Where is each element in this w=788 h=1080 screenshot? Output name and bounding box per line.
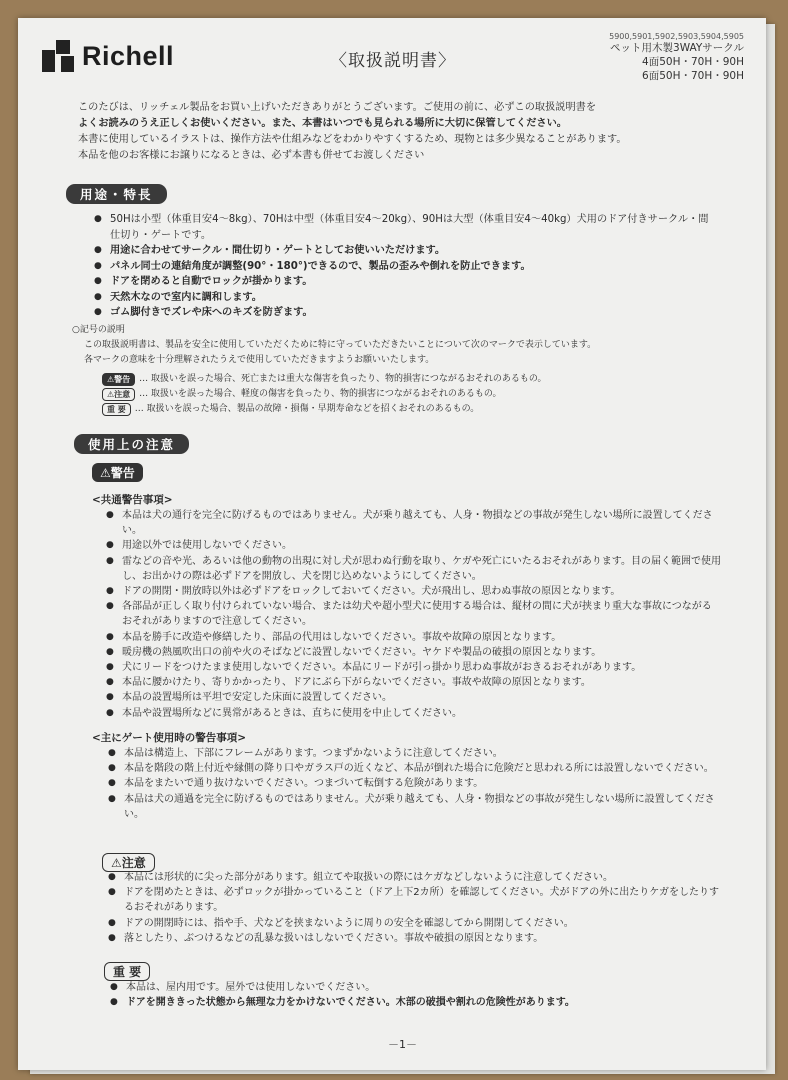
list-item: ● 本品や設置場所などに異常があるときは、直ちに使用を中止してください。 [106, 706, 721, 721]
list-item: ● ドアの開閉時には、指や手、犬などを挟まないように周りの安全を確認してから開閉してください。 [108, 916, 723, 931]
gate-warnings-list [108, 746, 723, 822]
mark-row-caution [102, 387, 712, 402]
page-number: －1－ [388, 1038, 417, 1051]
list-item: ● 各部品が正しく取り付けられていない場合、または幼犬や超小型犬に使用する場合は、縦材の間に犬が挟まり重大な事故につながるおそれがありますので注意してください。 [106, 599, 721, 629]
model-info [609, 32, 744, 83]
list-item: ● ドアを閉めると自動でロックが掛かります。 [94, 274, 714, 290]
common-warnings-title: <共通警告事項> [92, 494, 173, 506]
caution-tag: ⚠注意 [102, 388, 135, 401]
caution-list [108, 870, 723, 946]
intro-line: よくお読みのうえ正しくお使いください。また、本書はいつでも見られる場所に大切に保管してください。 [78, 118, 567, 129]
brand-name: Richell [82, 40, 175, 71]
warning-tag: ⚠警告 [102, 373, 135, 386]
list-item: ● ドアの開閉・開放時以外は必ずドアをロックしておいてください。犬が飛出し、思わぬ事故の原因となります。 [106, 584, 721, 599]
richell-logo-icon [42, 40, 74, 72]
usage-caution-heading: 使用上の注意 [74, 434, 189, 454]
model-line-1: 4面50H・70H・90H [642, 56, 744, 69]
common-warnings-list [106, 508, 721, 721]
important-tag: 重 要 [102, 403, 131, 416]
list-item: ● 本品は犬の通行を完全に防げるものではありません。犬が乗り越えても、人身・物損などの事故が発生しない場所に設置してください。 [106, 508, 721, 538]
features-heading: 用途・特長 [66, 184, 167, 204]
list-item: ● 本品には形状的に尖った部分があります。組立てや取扱いの際にはケガなどしないように注意してください。 [108, 870, 723, 885]
list-item: ● 雷などの音や光、あるいは他の動物の出現に対し犬が思わぬ行動を取り、ケガや死亡にいたるおそれがあります。目の届く範囲で使用し、お出かけの際は必ずドアを開放し、犬を閉じ込めないようにしてください。 [106, 554, 721, 584]
gate-warnings-title: <主にゲート使用時の警告事項> [92, 732, 247, 744]
list-item: ● 用途に合わせてサークル・間仕切り・ゲートとしてお使いいただけます。 [94, 243, 714, 259]
model-codes: 5900,5901,5902,5903,5904,5905 [609, 32, 744, 41]
mark-text: … 取扱いを誤った場合、製品の故障・損傷・早期寿命などを招くおそれのあるもの。 [134, 404, 480, 414]
list-item: ● ドアを閉めたときは、必ずロックが掛かっていること（ドア上下2カ所）を確認してください。犬がドアの外に出たりケガをしたりするおそれがあります。 [108, 885, 723, 915]
list-item: ● 落としたり、ぶつけるなどの乱暴な扱いはしないでください。事故や破損の原因となります。 [108, 931, 723, 946]
mark-row-warning [102, 372, 712, 387]
list-item: ● 50Hは小型（体重目安4～8kg）、70Hは中型（体重目安4～20kg）、90Hは大型（体重目安4～40kg）犬用のドア付きサークル・間仕切り・ゲートです。 [94, 212, 714, 243]
mark-text: … 取扱いを誤った場合、軽度の傷害を負ったり、物的損害につながるおそれのあるもの。 [139, 389, 502, 399]
intro-line: このたびは、リッチェル製品をお買い上げいただきありがとうございます。ご使用の前に、必ずこの取扱説明書を [78, 102, 597, 113]
features-list [94, 212, 714, 321]
marks-heading: ○記号の説明 [72, 325, 125, 335]
important-label: 重 要 [104, 961, 150, 981]
list-item: ● ドアを開ききった状態から無理な力をかけないでください。木部の破損や割れの危険性があります。 [110, 995, 725, 1010]
list-item: ● 本品は犬の通過を完全に防げるものではありません。犬が乗り越えても、人身・物損などの事故が発生しない場所に設置してください。 [108, 792, 723, 822]
document-title: 〈取扱説明書〉 [330, 51, 456, 71]
document-page [18, 18, 766, 1070]
symbol-explanation [72, 323, 712, 417]
brand-logo [42, 40, 174, 72]
list-item: ● 犬にリードをつけたまま使用しないでください。本品にリードが引っ掛かり思わぬ事故がおきるおそれがあります。 [106, 660, 721, 675]
list-item: ● 本品の設置場所は平坦で安定した床面に設置してください。 [106, 690, 721, 705]
intro-line: 本書に使用しているイラストは、操作方法や仕組みなどをわかりやすくするため、現物とは多少異なることがあります。 [78, 134, 627, 145]
mark-row-important [102, 402, 712, 417]
list-item: ● 本品は、屋内用です。屋外では使用しないでください。 [110, 980, 725, 995]
list-item: ● パネル同士の連結角度が調整(90°・180°)できるので、製品の歪みや倒れを防止できます。 [94, 259, 714, 275]
important-list [110, 980, 725, 1010]
list-item: ● 本品を勝手に改造や修繕したり、部品の代用はしないでください。事故や故障の原因となります。 [106, 630, 721, 645]
marks-line: 各マークの意味を十分理解されたうえで使用していただきますようお願いいたします。 [84, 355, 435, 365]
list-item: ● 暖房機の熱風吹出口の前や火のそばなどに設置しないでください。ヤケドや製品の破損の原因となります。 [106, 645, 721, 660]
list-item: ● 本品を階段の階上付近や縁側の降り口やガラス戸の近くなど、本品が倒れた場合に危険だと思われる所には設置しないでください。 [108, 761, 723, 776]
list-item: ● 本品をまたいで通り抜けないでください。つまづいて転倒する危険があります。 [108, 776, 723, 791]
list-item: ● ゴム脚付きでズレや床へのキズを防ぎます。 [94, 305, 714, 321]
warning-label: ⚠警告 [92, 462, 143, 482]
caution-label: ⚠注意 [102, 852, 155, 872]
product-name: ペット用木製3WAYサークル [610, 42, 744, 55]
mark-text: … 取扱いを誤った場合、死亡または重大な傷害を負ったり、物的損害につながるおそれのあるもの。 [139, 374, 547, 384]
intro-line: 本品を他のお客様にお譲りになるときは、必ず本書も併せてお渡しください [78, 150, 425, 161]
list-item: ● 天然木なので室内に調和します。 [94, 290, 714, 306]
list-item: ● 本品は構造上、下部にフレームがあります。つまずかないように注意してください。 [108, 746, 723, 761]
list-item: ● 用途以外では使用しないでください。 [106, 538, 721, 553]
marks-line: この取扱説明書は、製品を安全に使用していただくために特に守っていただきたいことについて次のマークで表示しています。 [84, 340, 597, 350]
list-item: ● 本品に腰かけたり、寄りかかったり、ドアにぶら下がらないでください。事故や故障の原因となります。 [106, 675, 721, 690]
model-line-2: 6面50H・70H・90H [642, 69, 744, 82]
introduction [78, 100, 708, 164]
